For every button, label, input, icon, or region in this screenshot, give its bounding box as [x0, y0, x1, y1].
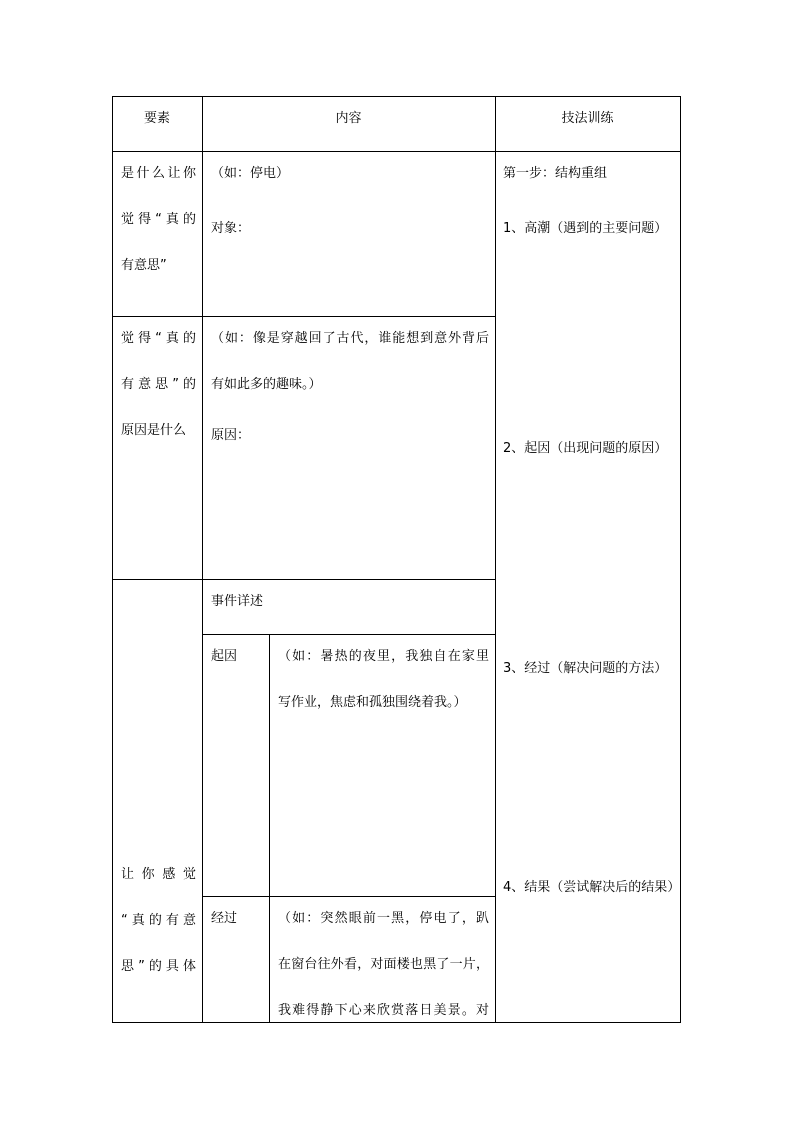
row1-element-line: 觉得“真的	[121, 212, 196, 227]
row1-element-line: 有意思”	[121, 258, 167, 273]
header-bottom-border	[112, 151, 681, 152]
event-process-line: 在窗台往外看，对面楼也黑了一片，	[278, 957, 489, 972]
row1-example-text: （如：停电）	[211, 166, 290, 181]
row2-element-line: 觉得“真的	[121, 331, 196, 346]
technique-step-result: 4、结果（尝试解决后的结果）	[503, 880, 681, 895]
row1-object-label: 对象：	[211, 221, 251, 236]
header-col-technique: 技法训练	[561, 111, 614, 126]
event-label-process: 经过	[211, 911, 238, 926]
header-col-content: 内容	[335, 111, 362, 126]
technique-step-process: 3、经过（解决问题的方法）	[503, 661, 668, 676]
table-left-border	[112, 96, 113, 1023]
technique-step-climax: 1、高潮（遇到的主要问题）	[503, 221, 668, 236]
technique-step-cause: 2、起因（出现问题的原因）	[503, 441, 668, 456]
event-cause-line: （如：暑热的夜里，我独自在家里	[278, 649, 489, 664]
event-label-divider	[269, 634, 270, 1023]
row2-element-line: 有意思”的	[121, 377, 196, 392]
event-cause-line: 写作业，焦虑和孤独围绕着我。）	[278, 695, 467, 710]
row3-element-line: 让你感觉	[121, 867, 196, 882]
event-process-line: 我难得静下心来欣赏落日美景。对	[278, 1003, 489, 1018]
row2-example-line: 有如此多的趣味。）	[211, 377, 322, 392]
row2-example-text	[211, 316, 489, 408]
row3-element-line: “真的有意	[121, 913, 196, 928]
row2-example-line: （如：像是穿越回了古代，谁能想到意外背后	[211, 331, 489, 346]
event-label-cause: 起因	[211, 649, 238, 664]
col2-right-border	[495, 96, 496, 1023]
row3-element-line: 思”的具体	[121, 959, 196, 974]
event-process-line: （如：突然眼前一黑，停电了，趴	[278, 911, 489, 926]
row2-element-line: 原因是什么	[121, 423, 187, 438]
table-top-border	[112, 96, 681, 97]
row3-subheader: 事件详述	[211, 594, 264, 609]
col1-right-border	[202, 96, 203, 1023]
row2-bottom-border	[112, 579, 496, 580]
event-process-text	[278, 896, 489, 1034]
row2-element-text	[121, 316, 196, 454]
header-col-element: 要素	[143, 111, 170, 126]
row2-reason-label: 原因：	[211, 428, 251, 443]
row1-element-text	[121, 151, 196, 289]
technique-title: 第一步：结构重组	[503, 166, 608, 181]
event-cause-text	[278, 634, 489, 726]
row3-element-text	[121, 852, 196, 990]
row1-element-line: 是什么让你	[121, 166, 196, 181]
